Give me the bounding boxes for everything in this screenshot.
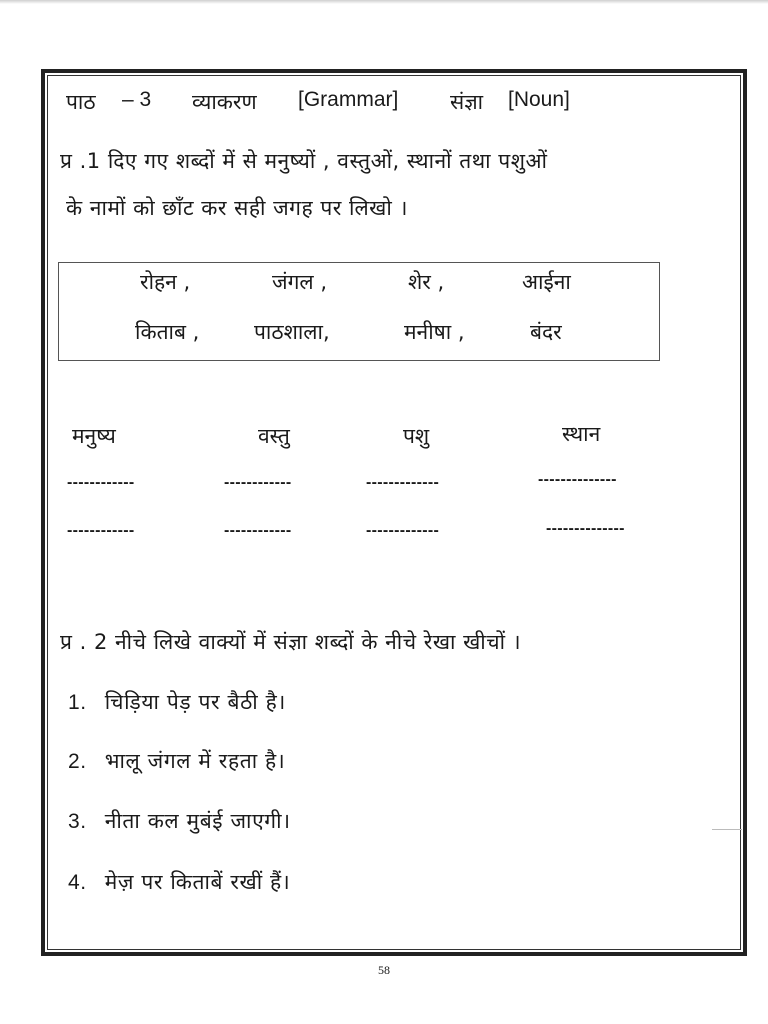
blank-line: -------------- [546,520,625,537]
category-place: स्थान [562,422,601,446]
sentence-item [68,688,286,716]
lesson-number: – 3 [122,88,152,111]
sentence-item [68,868,290,896]
sentence-number: 2. [68,750,87,773]
word-item: रोहन , [140,270,191,294]
sentence-number: 1. [68,691,87,714]
question2-instruction: प्र . 2 नीचे लिखे वाक्यों में संज्ञा शब्दों के नीचे रेखा खीचों । [60,630,522,654]
subtopic-english: [Noun] [508,88,570,111]
topic-hindi: व्याकरण [192,90,257,114]
category-animal: पशु [403,424,430,448]
sentence-item [68,807,291,835]
page-top-edge [0,0,768,4]
blank-line: ------------ [67,474,135,491]
category-object: वस्तु [258,424,290,448]
blank-line: ------------ [224,522,292,539]
question1-line1: प्र .1 दिए गए शब्दों में से मनुष्यों , वस्तुओं, स्थानों तथा पशुओं [60,149,548,173]
lesson-label: पाठ [66,90,96,114]
sentence-text: भालू जंगल में रहता है। [104,749,286,773]
word-item: शेर , [408,270,445,294]
sentence-text: चिड़िया पेड़ पर बैठी है। [104,690,286,714]
question1-line2: के नामों को छाँट कर सही जगह पर लिखो । [66,196,408,220]
subtopic-hindi: संज्ञा [450,90,484,114]
word-item: बंदर [530,320,562,344]
sentence-item [68,747,285,775]
category-human: मनुष्य [72,424,116,448]
sentence-number: 4. [68,871,87,894]
blank-line: ------------ [67,522,135,539]
sentence-number: 3. [68,810,87,833]
word-item: मनीषा , [404,320,465,344]
word-item: आईना [522,270,571,294]
word-item: पाठशाला, [254,320,330,344]
page-number: 58 [378,963,390,977]
sentence-text: मेज़ पर किताबें रखीं हैं। [104,870,291,894]
scan-mark [712,829,742,830]
blank-line: ------------- [366,522,440,539]
blank-line: ------------- [366,474,440,491]
word-item: किताब , [135,320,200,344]
sentence-text: नीता कल मुबंई जाएगी। [104,809,291,833]
topic-english: [Grammar] [298,88,399,111]
blank-line: ------------ [224,474,292,491]
blank-line: -------------- [538,471,617,488]
word-item: जंगल , [272,270,327,294]
